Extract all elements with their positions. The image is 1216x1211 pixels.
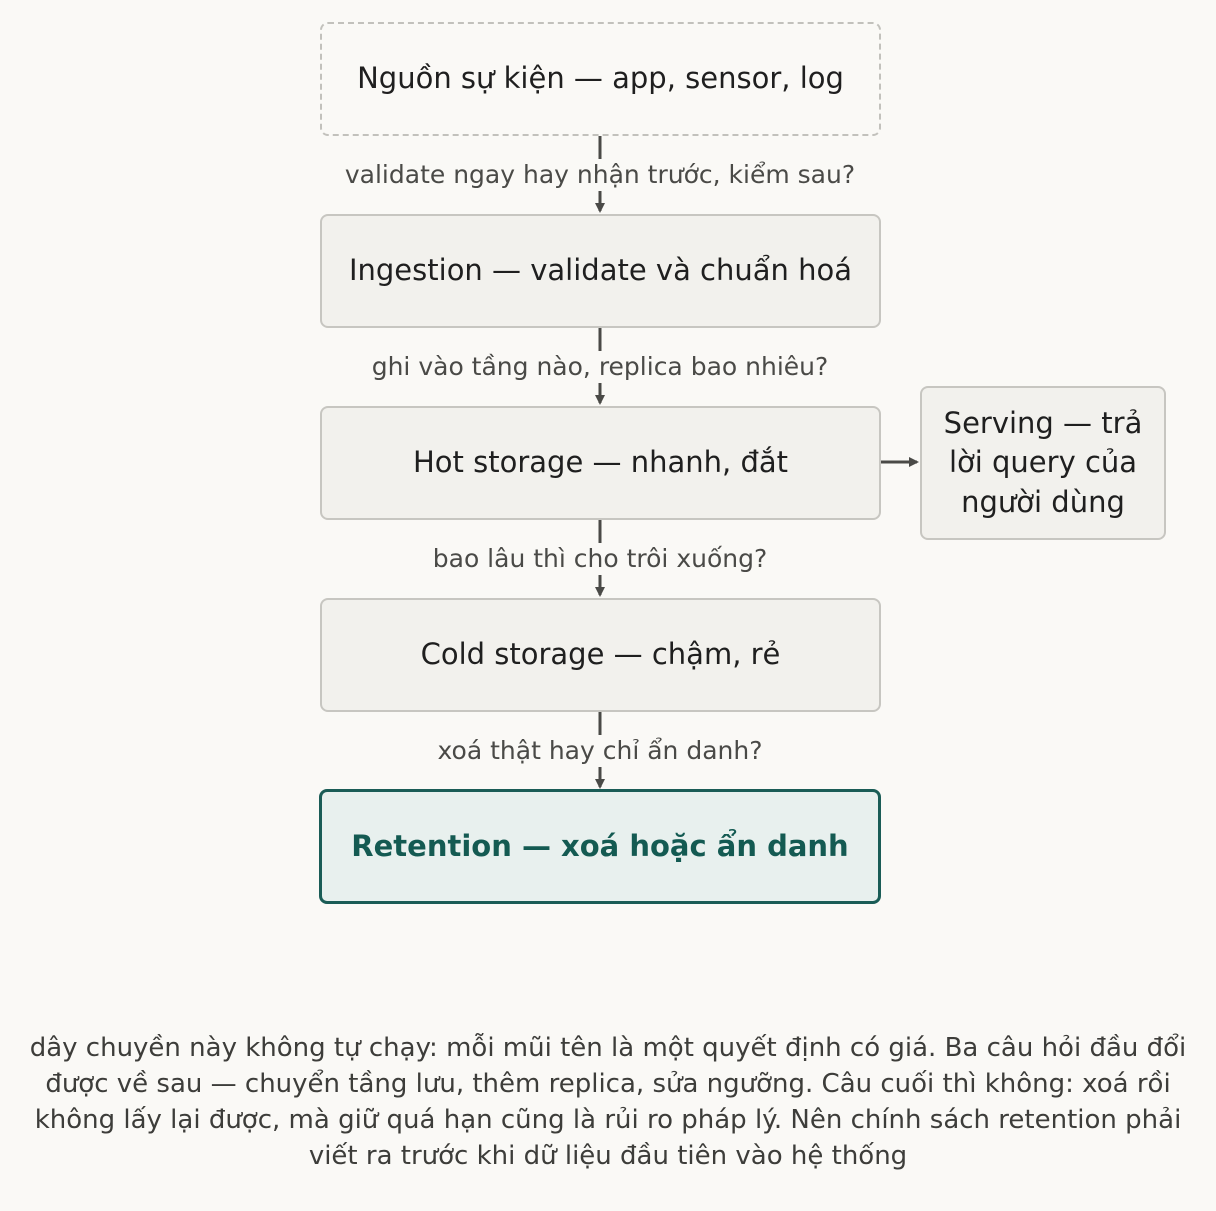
node-serving [920,386,1166,540]
edge-label-cold-retention-text: xoá thật hay chỉ ẩn danh? [437,736,763,765]
node-ingestion-label: Ingestion — validate và chuẩn hoá [348,253,853,288]
edge-label-hot-cold [260,543,940,575]
edge-label-ingestion-hot-text: ghi vào tầng nào, replica bao nhiêu? [371,352,829,381]
node-cold-storage [320,598,881,712]
node-retention [319,789,881,904]
edge-label-source-ingestion [260,159,940,191]
node-retention-label: Retention — xoá hoặc ẩn danh [351,828,849,863]
node-serving-label: Serving — trả lời query của người dùng [943,406,1143,519]
edge-label-cold-retention [260,735,940,767]
diagram-caption: dây chuyền này không tự chạy: mỗi mũi tên là một quyết định có giá. Ba câu hỏi đầu đổi được về sau — chuyển tầng lưu, thêm replica, sửa ngưỡng. Câu cuối thì không: xoá rồi không lấy lại được, mà giữ quá hạn cũng là rủi ro pháp lý. Nên chính sách retention phải viết ra trước khi dữ liệu đầu tiên vào hệ thống [29,1033,1187,1171]
edge-label-ingestion-hot [260,351,940,383]
node-hot-storage-label: Hot storage — nhanh, đắt [412,445,789,480]
node-hot-storage [320,406,881,520]
node-ingestion [320,214,881,328]
node-cold-storage-label: Cold storage — chậm, rẻ [420,637,781,672]
edge-label-hot-cold-text: bao lâu thì cho trôi xuống? [432,544,768,573]
edge-label-source-ingestion-text: validate ngay hay nhận trước, kiểm sau? [344,160,856,189]
node-source [320,22,881,136]
node-source-label: Nguồn sự kiện — app, sensor, log [357,61,844,96]
